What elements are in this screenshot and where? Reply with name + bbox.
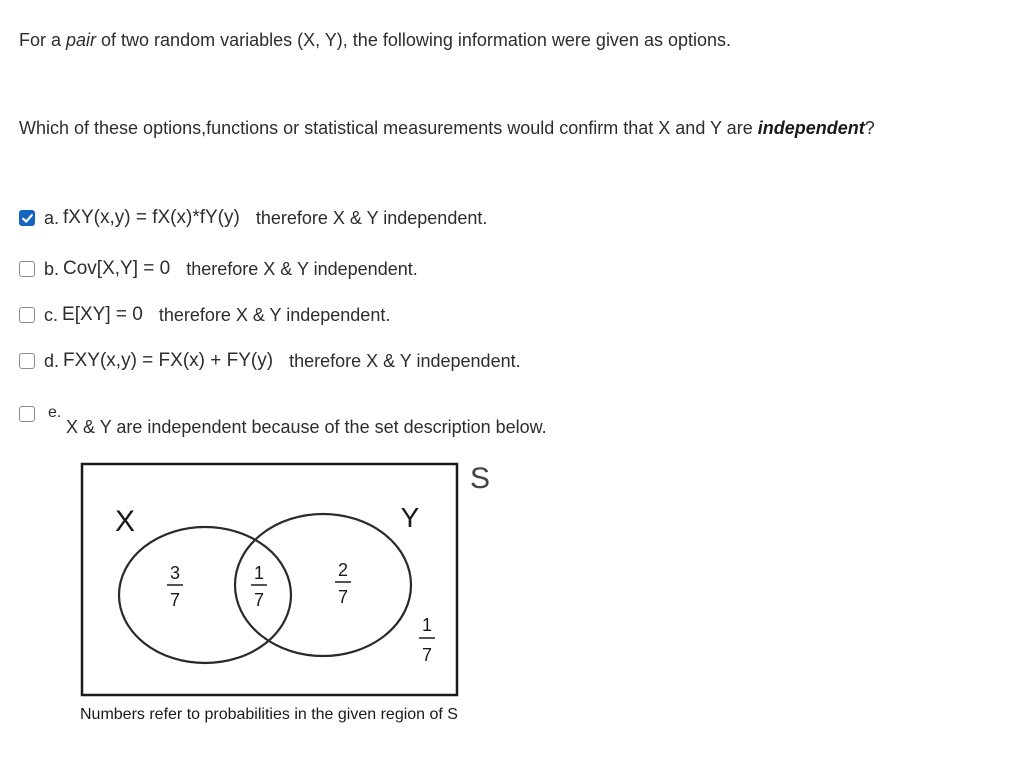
- option-d-conclusion: therefore X & Y independent.: [289, 351, 521, 371]
- option-d-checkbox[interactable]: [19, 353, 35, 369]
- option-e-text: X & Y are independent because of the set description below.: [66, 417, 547, 437]
- option-c[interactable]: [19, 304, 390, 326]
- option-a-checkbox[interactable]: [19, 210, 35, 226]
- option-c-checkbox[interactable]: [19, 307, 35, 323]
- option-a-letter: a.: [44, 208, 60, 228]
- intro-after: of two random variables (X, Y), the following information were given as options.: [96, 30, 732, 50]
- option-b-conclusion: therefore X & Y independent.: [186, 259, 418, 279]
- sample-space-box: [82, 464, 457, 695]
- intro-before: For a: [19, 30, 67, 50]
- region-outside-denominator: 7: [421, 645, 433, 665]
- venn-caption: Numbers refer to probabilities in the given region of S: [80, 706, 458, 723]
- intro-text: [19, 29, 731, 51]
- option-b-formula: Cov[X,Y] = 0: [63, 258, 171, 279]
- question-before: Which of these options,functions or statistical measurements would confirm that X and Y are: [19, 118, 758, 138]
- region-x-only-numerator: 3: [169, 563, 181, 583]
- option-c-formula: E[XY] = 0: [62, 304, 143, 325]
- option-a-formula: fXY(x,y) = fX(x)*fY(y): [63, 207, 240, 228]
- region-both-fraction: [251, 563, 267, 610]
- region-both-denominator: 7: [253, 590, 265, 610]
- option-b[interactable]: [19, 258, 418, 280]
- question-after: ?: [864, 118, 875, 138]
- set-label-y: Y: [400, 502, 420, 533]
- option-e-checkbox[interactable]: [19, 406, 35, 422]
- intro-pair-emphasis: pair: [66, 30, 97, 50]
- region-outside-fraction: [419, 615, 435, 665]
- set-label-s: S: [469, 462, 491, 495]
- option-e-letter: e.: [48, 404, 62, 421]
- question-text: [19, 117, 875, 139]
- region-y-only-fraction: [335, 560, 351, 607]
- question-emphasis: independent: [757, 118, 865, 138]
- option-c-letter: c.: [44, 305, 59, 325]
- option-b-checkbox[interactable]: [19, 261, 35, 277]
- option-c-conclusion: therefore X & Y independent.: [158, 305, 391, 325]
- set-label-x: X: [114, 505, 136, 538]
- region-both-numerator: 1: [253, 563, 265, 583]
- circle-x: [119, 527, 291, 663]
- venn-diagram: [70, 455, 510, 700]
- option-b-letter: b.: [44, 259, 60, 279]
- option-d-letter: d.: [44, 351, 60, 371]
- region-x-only-fraction: [167, 563, 183, 610]
- region-y-only-numerator: 2: [337, 560, 349, 580]
- option-d[interactable]: [19, 350, 521, 372]
- region-outside-numerator: 1: [421, 615, 433, 635]
- region-y-only-denominator: 7: [337, 587, 349, 607]
- option-d-formula: FXY(x,y) = FX(x) + FY(y): [63, 350, 274, 371]
- region-x-only-denominator: 7: [169, 590, 181, 610]
- option-a[interactable]: [19, 207, 487, 229]
- checkmark-icon: [21, 212, 34, 225]
- option-a-conclusion: therefore X & Y independent.: [255, 208, 488, 228]
